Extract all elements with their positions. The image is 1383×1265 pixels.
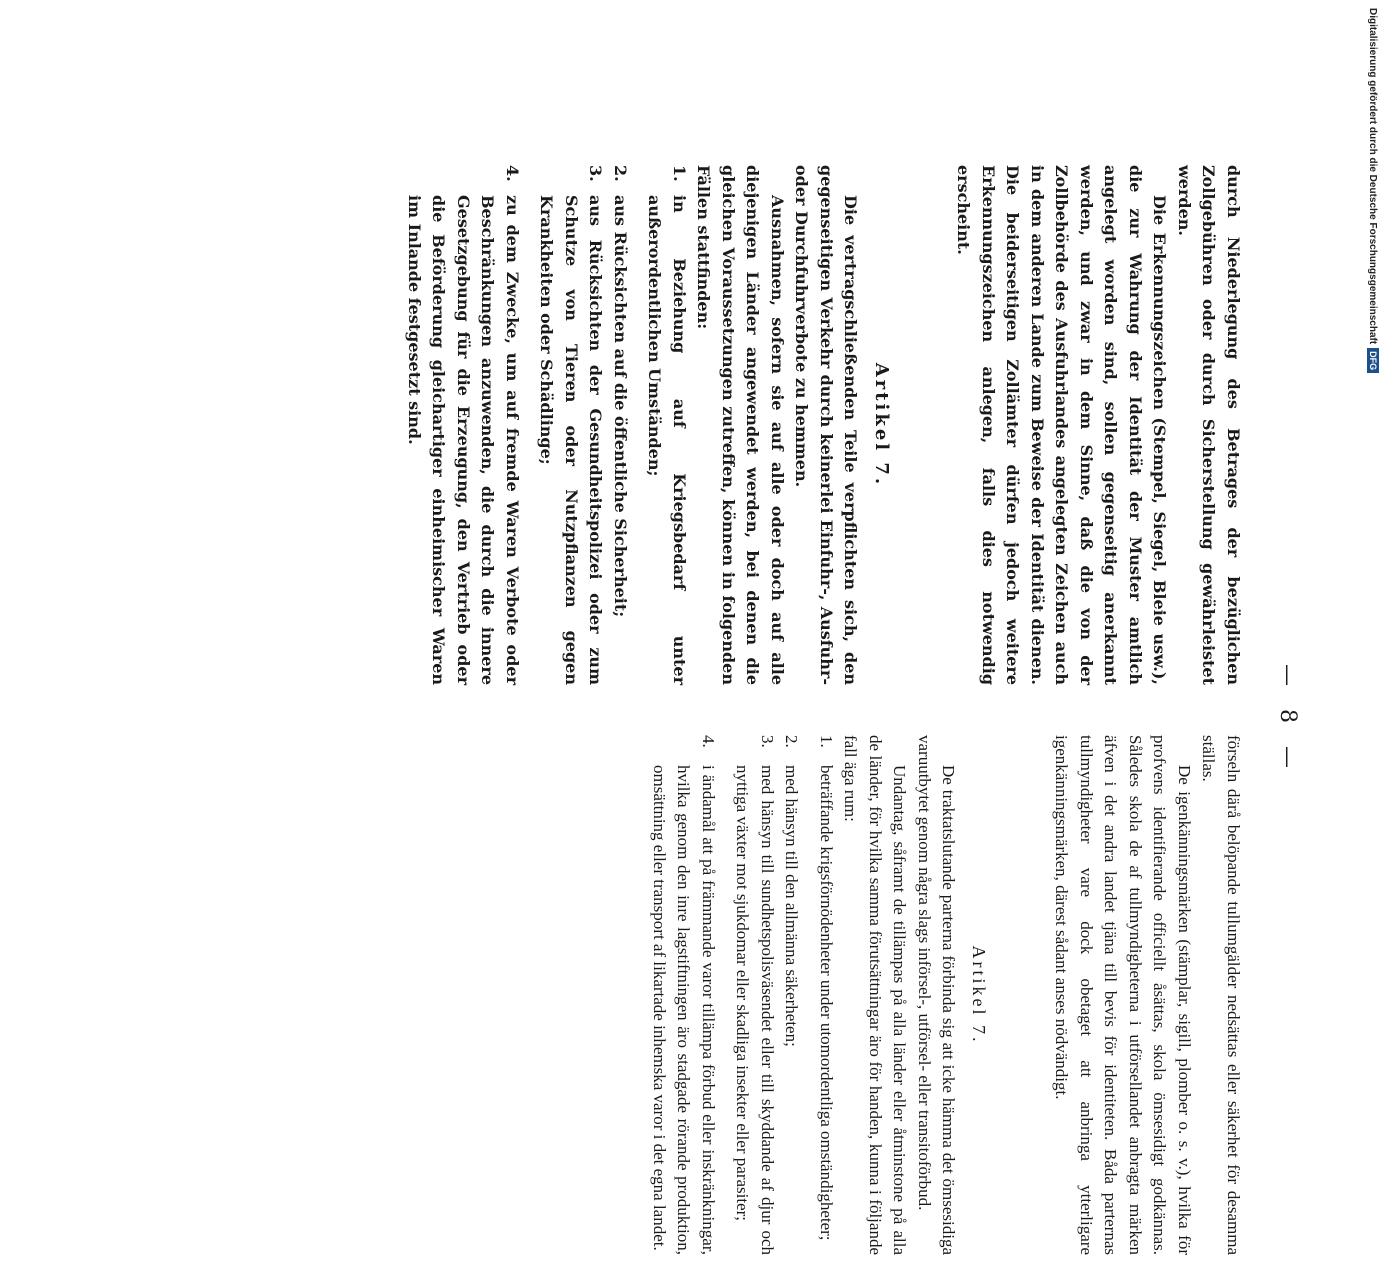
page-number: — 8 — <box>1275 664 1300 776</box>
list-number: 4. <box>699 735 718 748</box>
dfg-logo: DFG <box>1367 348 1379 373</box>
german-column <box>402 165 1246 685</box>
list-text: beträffande krigsförnödenheter under utomordentliga omständigheter; <box>817 765 836 1241</box>
list-number: 3. <box>586 165 606 182</box>
list-number: 2. <box>611 165 630 182</box>
swedish-article-title: Artikel 7. <box>969 945 989 1045</box>
list-number: 1. <box>817 735 836 748</box>
german-list-item <box>534 165 608 685</box>
swedish-list-item <box>814 735 839 1255</box>
list-text: med hänsyn till den allmänna säkerheten; <box>782 765 802 1047</box>
rotated-scan <box>155 165 1300 1265</box>
digitization-attribution <box>1361 8 1379 393</box>
swedish-list-item <box>779 735 804 1255</box>
list-number: 4. <box>503 165 522 182</box>
german-list-item <box>608 165 633 685</box>
list-text: aus Rücksichten der Gesundheitspolizei oder zum Schutze von Tieren oder Nutzpflanzen gegen Krankheiten oder Schädlinge; <box>537 195 606 685</box>
swedish-paragraph: De traktatslutande parterna förbinda sig att icke hämma det ömsesidiga varuutbytet genom några slags införsel-, utförsel- eller transitoförbud. <box>915 735 959 1255</box>
swedish-paragraph: förseln därå belöpande tullumgälder nedsättas eller säkerhet för desamma ställas. <box>1199 735 1243 1255</box>
swedish-paragraph: De igenkänningsmärken (stämplar, sigill, plomber o. s. v.), hvilka för profvens identifierande officiellt åsättas, skola ömsesidigt godkännas. Således skola de af tullmyndigheterna i utförsellandet anbragta märken äfven i det andra landet tjäna till bevis för identiteten. Båda parternas tullmyndigheter vare dock obetaget att anbringa ytterligare igenkänningsmärken, därest sådant anses nödvändigt. <box>1052 735 1194 1255</box>
german-list-item <box>642 165 691 685</box>
list-text: i ändamål att på främmande varor tillämpa förbud eller inskränkningar, hvilka genom den inre lagstiftningen äro stadgade rörande produktion, omsättning eller transport af likartade inhemska varor i det egna landet. <box>650 765 718 1255</box>
swedish-list-item <box>647 735 721 1255</box>
treaty-page <box>155 165 1300 1255</box>
attribution-text: Digitalisierung gefördert durch die Deutsche Forschungsgemeinschaft <box>1367 8 1379 345</box>
swedish-column <box>647 735 1246 1255</box>
german-list-item <box>402 165 525 685</box>
list-text: aus Rücksichten auf die öffentliche Sicherheit; <box>611 195 630 618</box>
german-paragraph: durch Niederlegung des Betrages der bezüglichen Zollgebühren oder durch Sicherstellung gewährleistet werden. <box>1175 165 1243 685</box>
list-number: 2. <box>782 735 802 748</box>
swedish-list-item <box>730 735 779 1255</box>
list-text: zu dem Zwecke, um auf fremde Waren Verbote oder Beschränkungen anzuwenden, die durch die innere Gesetzgebung für die Erzeugung, den Vertrieb oder die Beförderung gleichartiger einheimischer Waren im Inlande festgesetzt sind. <box>405 195 522 685</box>
list-number: 1. <box>670 165 689 182</box>
swedish-paragraph: Undantag, såframt de tillämpas på alla länder eller åtminstone på alla de länder, för hvilka samma förutsättningar äro för handen, kunna i följande fall äga rum: <box>841 735 910 1255</box>
list-text: med hänsyn till sundhetspolisväsendet eller till skyddande af djur och nyttiga växter mot sjukdomar eller skadliga insekter eller parasiter; <box>733 765 777 1255</box>
german-paragraph: Die Erkennungszeichen (Stempel, Siegel, Bleie usw.), die zur Wahrung der Identität der Muster amtlich angelegt worden sind, sollen gegenseitig anerkannt werden, und zwar in dem Sinne, daß die von der Zollbehörde des Ausfuhrlandes angelegten Zeichen auch in dem anderen Lande zum Beweise der Identität dienen. Die beiderseitigen Zollämter dürfen jedoch weitere Erkennungszeichen anlegen, falls dies notwendig erscheint. <box>954 165 1170 685</box>
list-number: 3. <box>758 735 777 748</box>
list-text: in Beziehung auf Kriegsbedarf unter außerordentlichen Umständen; <box>645 195 689 685</box>
german-article-title: Artikel 7. <box>871 362 892 488</box>
german-paragraph: Ausnahmen, sofern sie auf alle oder doch auf alle diejenigen Länder angewendet werden, bei denen die gleichen Voraussetzungen zutreffen, können in folgenden Fällen stattfinden: <box>694 165 787 685</box>
german-paragraph: Die vertragschließenden Teile verpflichten sich, den gegenseitigen Verkehr durch keinerlei Einfuhr-, Ausfuhr- oder Durchfuhrverbote zu hemmen. <box>792 165 861 685</box>
